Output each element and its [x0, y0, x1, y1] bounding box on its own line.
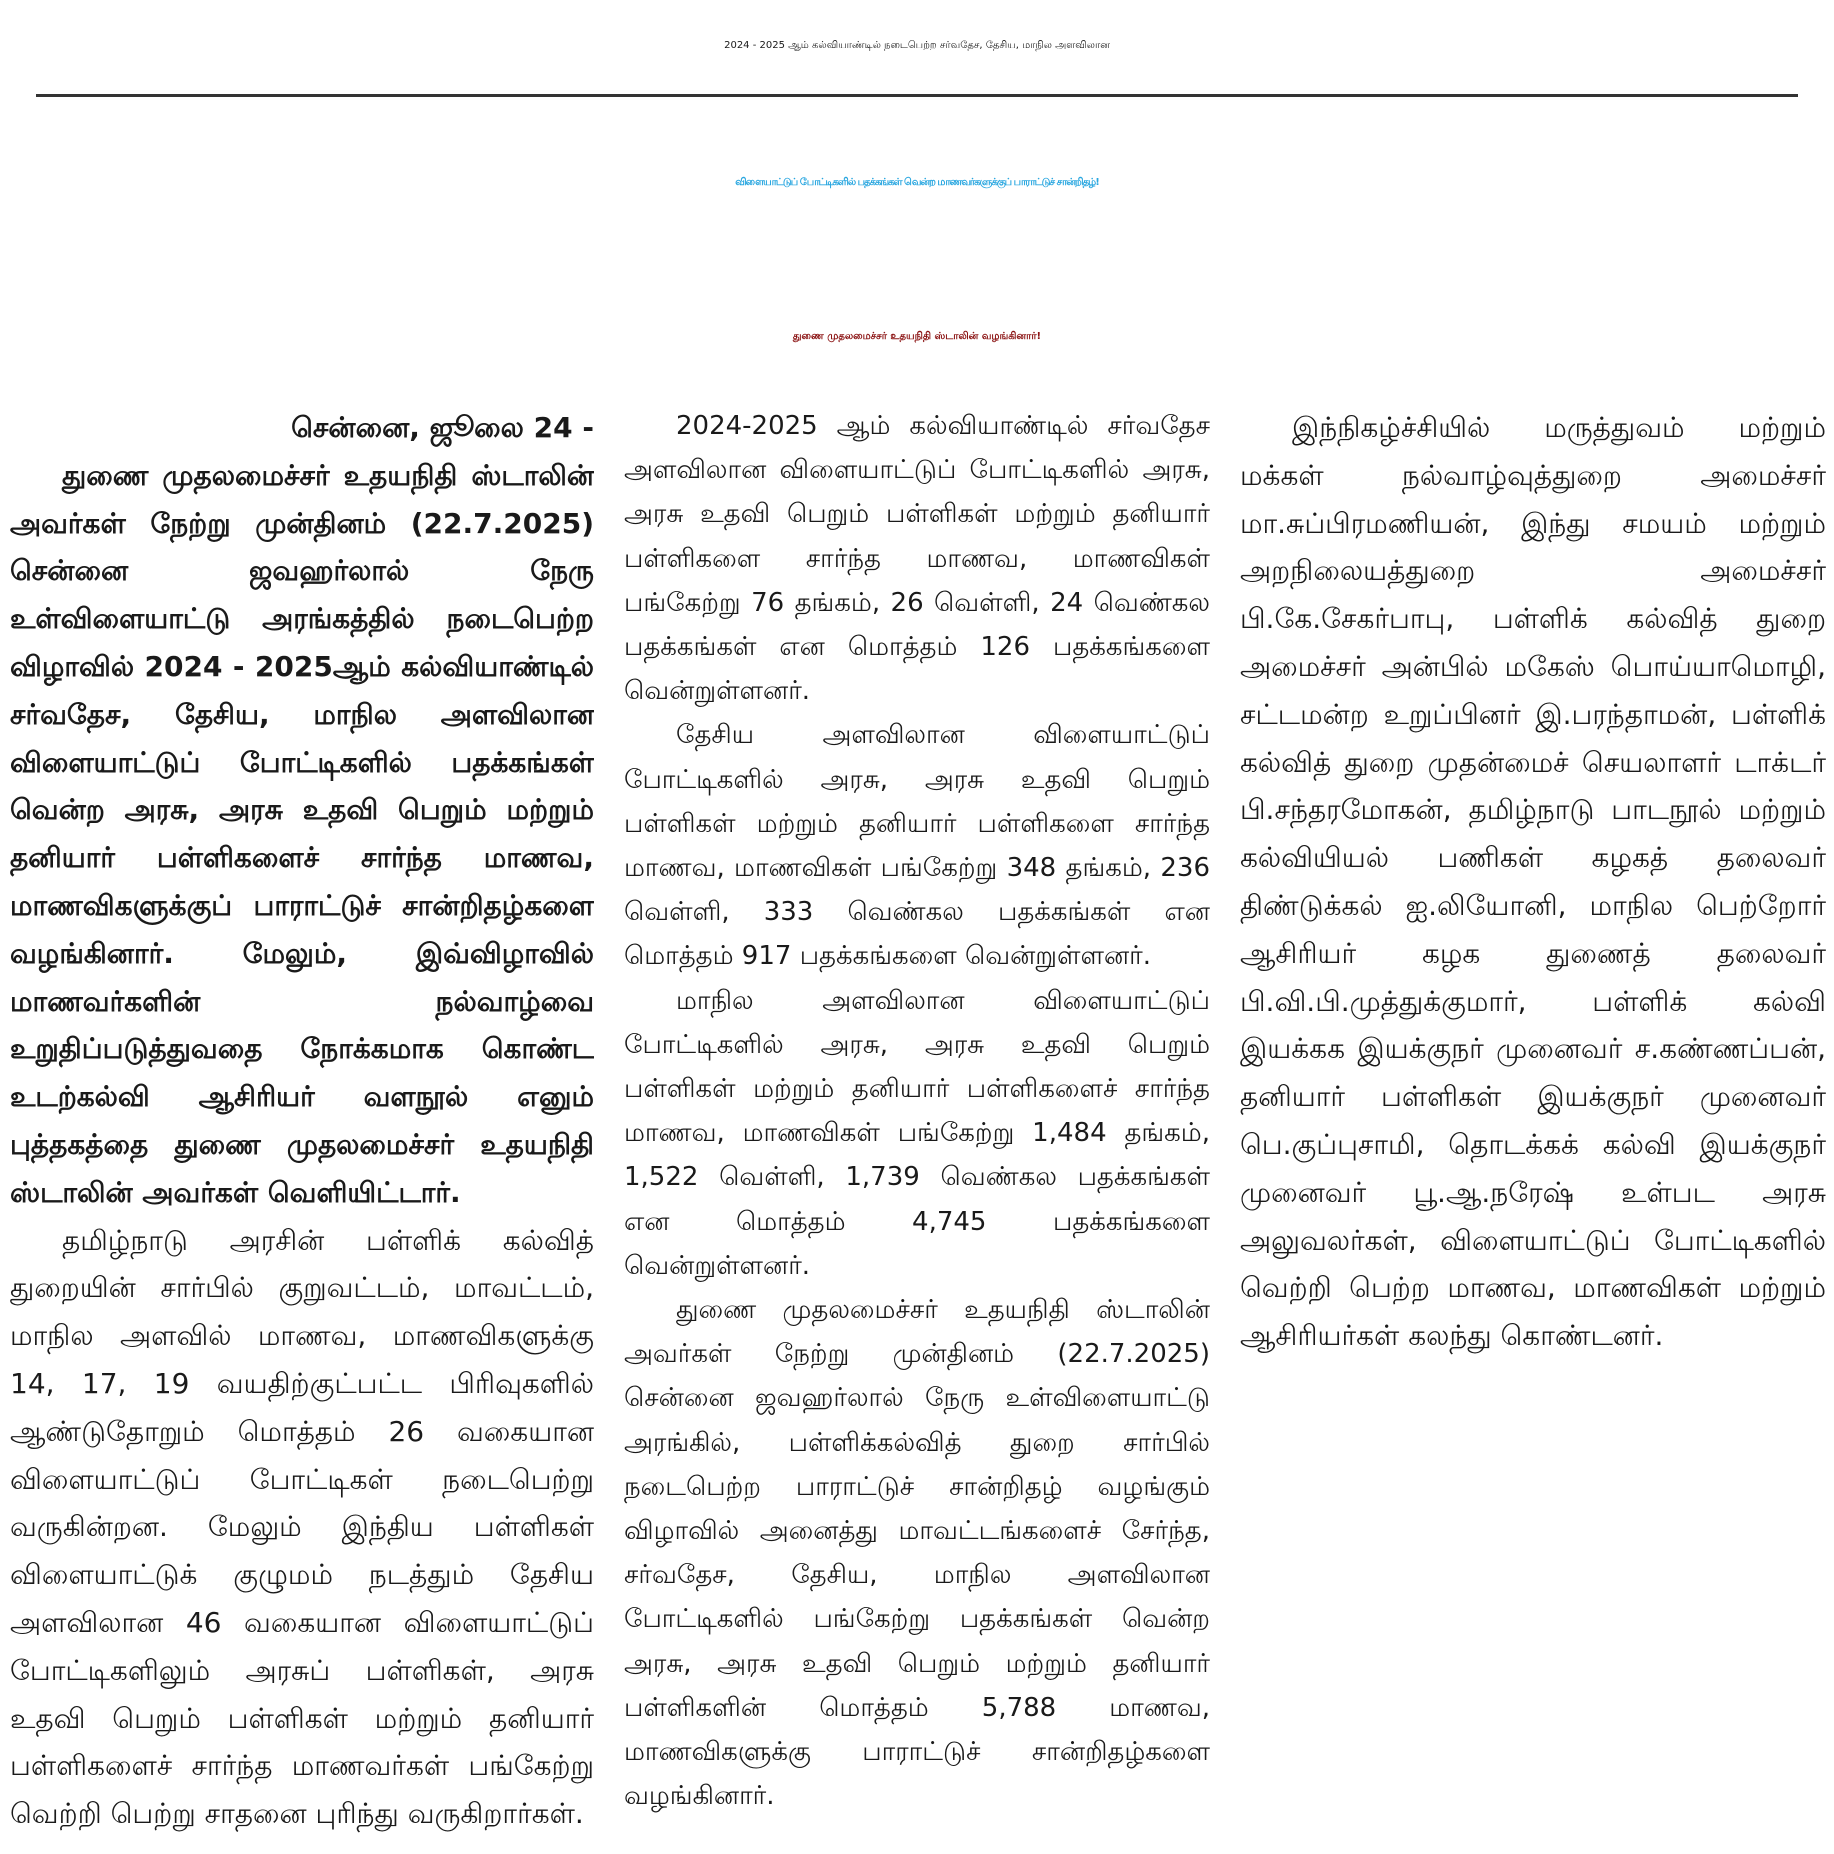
- body-paragraph-6: இந்நிகழ்ச்சியில் மருத்துவம் மற்றும் மக்கள் நல்வாழ்வுத்துறை அமைச்சர் மா.சுப்பிரமணியன், இந்து சமயம் மற்றும் அறநிலையத்துறை அமைச்சர் பி.கே.சேகர்பாபு, பள்ளிக் கல்வித் துறை அமைச்சர் அன்பில் மகேஸ் பொய்யாமொழி, சட்டமன்ற உறுப்பினர் இ.பரந்தாமன், பள்ளிக் கல்வித் துறை முதன்மைச் செயலாளர் டாக்டர் பி.சந்தரமோகன், தமிழ்நாடு பாடநூல் மற்றும் கல்வியியல் பணிகள் கழகத் தலைவர் திண்டுக்கல் ஐ.லியோனி, மாநில பெற்றோர் ஆசிரியர் கழக துணைத் தலைவர் பி.வி.பி.முத்துக்குமார், பள்ளிக் கல்வி இயக்கக இயக்குநர் முனைவர் ச.கண்ணப்பன், தனியார் பள்ளிகள் இயக்குநர் முனைவர் பெ.குப்புசாமி, தொடக்கக் கல்வி இயக்குநர் முனைவர் பூ.ஆ.நரேஷ் உள்பட அரசு அலுவலர்கள், விளையாட்டுப் போட்டிகளில் வெற்றி பெற்ற மாணவ, மாணவிகள் மற்றும் ஆசிரியர்கள் கலந்து கொண்டனர்.: [1240, 411, 1826, 1353]
- article-column-3: [1240, 404, 1826, 1840]
- body-paragraph-2: 2024-2025 ஆம் கல்வியாண்டில் சர்வதேச அளவிலான விளையாட்டுப் போட்டிகளில் அரசு, அரசு உதவி பெறும் பள்ளிகள் மற்றும் தனியார் பள்ளிகளை சார்ந்த மாணவ, மாணவிகள் பங்கேற்று 76 தங்கம், 26 வெள்ளி, 24 வெண்கல பதக்கங்கள் என மொத்தம் 126 பதக்கங்களை வென்றுள்ளனர்.: [624, 411, 1210, 707]
- body-paragraph-5: துணை முதலமைச்சர் உதயநிதி ஸ்டாலின் அவர்கள் நேற்று முன்தினம் (22.7.2025) சென்னை ஜவஹர்லால் நேரு உள்விளையாட்டு அரங்கில், பள்ளிக்கல்வித் துறை சார்பில் நடைபெற்ற பாராட்டுச் சான்றிதழ் வழங்கும் விழாவில் அனைத்து மாவட்டங்களைச் சேர்ந்த, சர்வதேச, தேசிய, மாநில அளவிலான போட்டிகளில் பங்கேற்று பதக்கங்கள் வென்ற அரசு, அரசு உதவி பெறும் மற்றும் தனியார் பள்ளிகளின் மொத்தம் 5,788 மாணவ, மாணவிகளுக்கு பாராட்டுச் சான்றிதழ்களை வழங்கினார்.: [624, 1295, 1210, 1812]
- body-paragraph-3: தேசிய அளவிலான விளையாட்டுப் போட்டிகளில் அரசு, அரசு உதவி பெறும் பள்ளிகள் மற்றும் தனியார் பள்ளிகளை சார்ந்த மாணவ, மாணவிகள் பங்கேற்று 348 தங்கம், 236 வெள்ளி, 333 வெண்கல பதக்கங்கள் என மொத்தம் 917 பதக்கங்களை வென்றுள்ளனர்.: [624, 720, 1210, 972]
- article-column-2: [624, 404, 1210, 1840]
- lead-paragraph: துணை முதலமைச்சர் உதயநிதி ஸ்டாலின் அவர்கள் நேற்று முன்தினம் (22.7.2025) சென்னை ஜவஹர்லால் நேரு உள்விளையாட்டு அரங்கத்தில் நடைபெற்ற விழாவில் 2024 - 2025ஆம் கல்வியாண்டில் சர்வதேச, தேசிய, மாநில அளவிலான விளையாட்டுப் போட்டிகளில் பதக்கங்கள் வென்ற அரசு, அரசு உதவி பெறும் மற்றும் தனியார் பள்ளிகளைச் சார்ந்த மாணவ, மாணவிகளுக்குப் பாராட்டுச் சான்றிதழ்களை வழங்கினார். மேலும், இவ்விழாவில் மாணவர்களின் நல்வாழ்வை உறுதிப்படுத்துவதை நோக்கமாக கொண்ட உடற்கல்வி ஆசிரியர் வளநூல் எனும் புத்தகத்தை துணை முதலமைச்சர் உதயநிதி ஸ்டாலின் அவர்கள் வெளியிட்டார்.: [10, 458, 594, 1209]
- dateline: சென்னை, ஜூலை 24 -: [291, 411, 594, 444]
- sub-headline: துணை முதலமைச்சர் உதயநிதி ஸ்டாலின் வழங்கினார்!: [792, 331, 1042, 342]
- article-column-1: [10, 404, 594, 1840]
- body-paragraph-4: மாநில அளவிலான விளையாட்டுப் போட்டிகளில் அரசு, அரசு உதவி பெறும் பள்ளிகள் மற்றும் தனியார் பள்ளிகளைச் சார்ந்த மாணவ, மாணவிகள் பங்கேற்று 1,484 தங்கம், 1,522 வெள்ளி, 1,739 வெண்கல பதக்கங்கள் என மொத்தம் 4,745 பதக்கங்களை வென்றுள்ளனர்.: [624, 985, 1210, 1281]
- header-divider: [36, 94, 1798, 97]
- body-paragraph-1: தமிழ்நாடு அரசின் பள்ளிக் கல்வித் துறையின் சார்பில் குறுவட்டம், மாவட்டம், மாநில அளவில் மாணவ, மாணவிகளுக்கு 14, 17, 19 வயதிற்குட்பட்ட பிரிவுகளில் ஆண்டுதோறும் மொத்தம் 26 வகையான விளையாட்டுப் போட்டிகள் நடைபெற்று வருகின்றன. மேலும் இந்திய பள்ளிகள் விளையாட்டுக் குழுமம் நடத்தும் தேசிய அளவிலான 46 வகையான விளையாட்டுப் போட்டிகளிலும் அரசுப் பள்ளிகள், அரசு உதவி பெறும் பள்ளிகள் மற்றும் தனியார் பள்ளிகளைச் சார்ந்த மாணவர்கள் பங்கேற்று வெற்றி பெற்று சாதனை புரிந்து வருகிறார்கள்.: [10, 1223, 594, 1831]
- kicker-headline: 2024 - 2025 ஆம் கல்வியாண்டில் நடைபெற்ற சர்வதேச, தேசிய, மாநில அளவிலான: [724, 40, 1110, 51]
- main-headline: விளையாட்டுப் போட்டிகளில் பதக்கங்கள் வென்ற மாணவர்களுக்குப் பாராட்டுச் சான்றிதழ்!: [735, 177, 1099, 188]
